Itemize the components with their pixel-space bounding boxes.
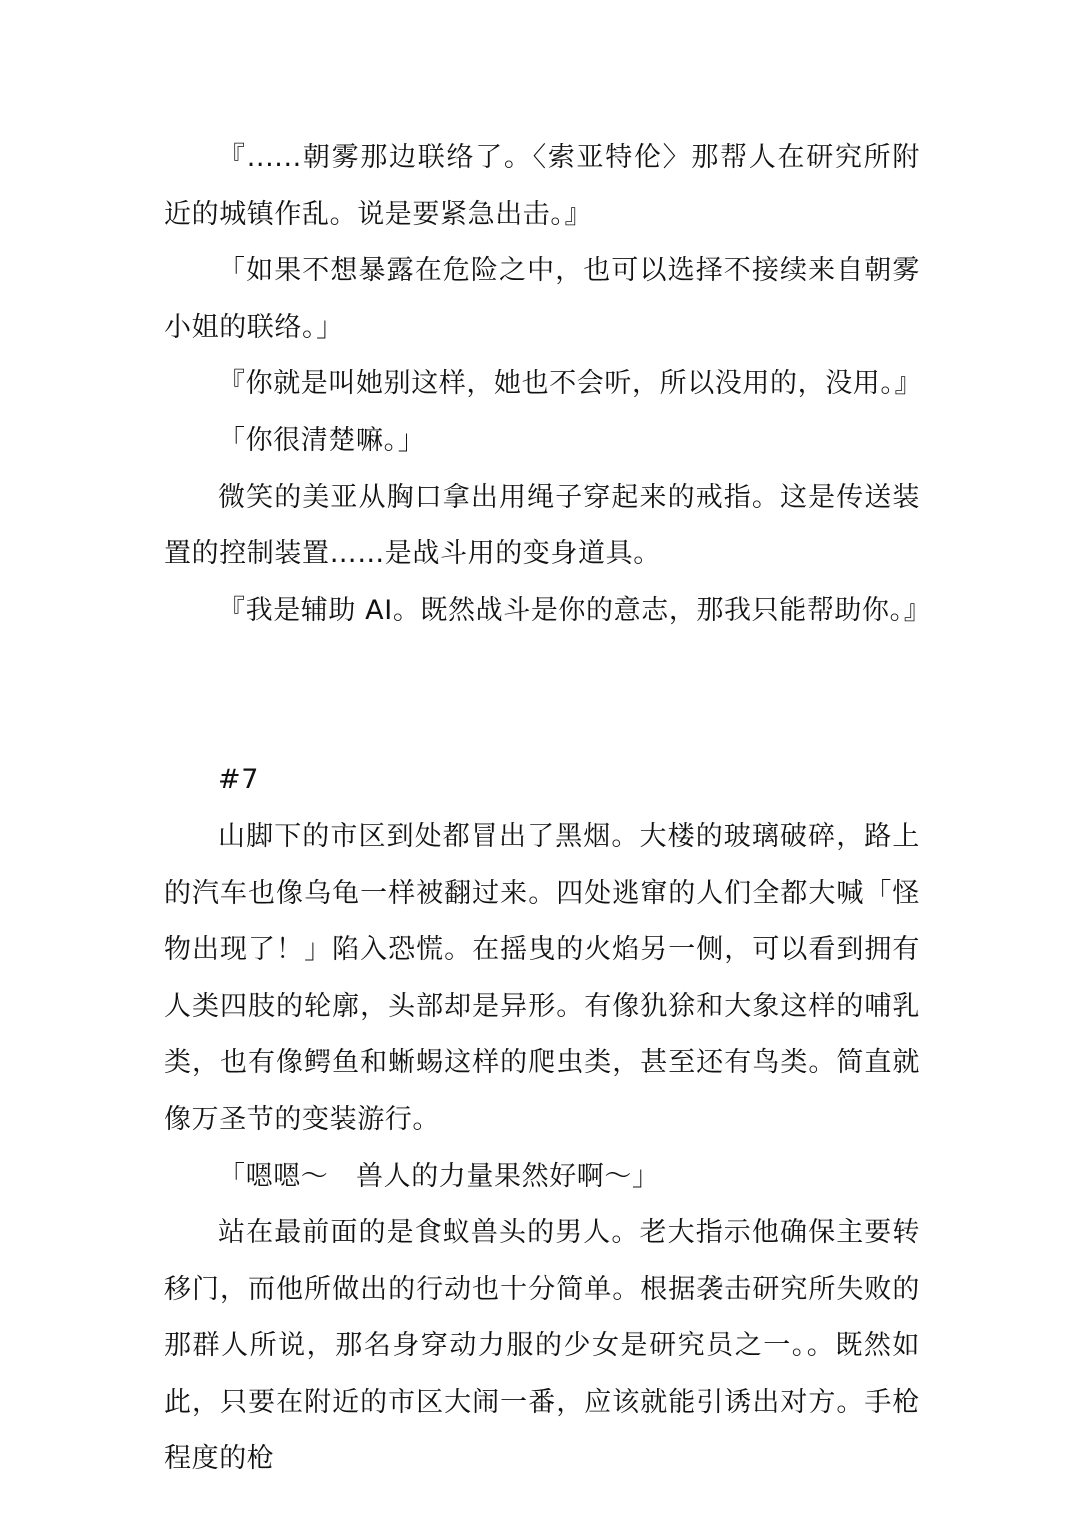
- section-break: [164, 639, 920, 752]
- paragraph: 『我是辅助 AI。既然战斗是你的意志，那我只能帮助你。』: [218, 594, 932, 626]
- paragraph: 站在最前面的是食蚁兽头的男人。老大指示他确保主要转移门，而他所做出的行动也十分简单。根据袭击研究所失败的那群人所说，那名身穿动力服的少女是研究员之一。。既然如此，只要在附近的市区大闹一番，应该就能引诱出对方。手枪程度的枪: [164, 1217, 920, 1475]
- paragraph: 微笑的美亚从胸口拿出用绳子穿起来的戒指。这是传送装置的控制装置……是战斗用的变身道具。: [164, 481, 920, 570]
- paragraph: 「你很清楚嘛。」: [218, 424, 426, 456]
- paragraph: 『......朝雾那边联络了。〈索亚特伦〉那帮人在研究所附近的城镇作乱。说是要紧急出击。』: [164, 142, 920, 230]
- paragraph: 「如果不想暴露在危险之中，也可以选择不接续来自朝雾小姐的联络。」: [164, 255, 920, 343]
- paragraph: 『你就是叫她别这样，她也不会听，所以没用的，没用。』: [218, 368, 923, 400]
- paragraph: 山脚下的市区到处都冒出了黑烟。大楼的玻璃破碎，路上的汽车也像乌龟一样被翻过来。四处逃窜的人们全都大喊「怪物出现了！」陷入恐慌。在摇曳的火焰另一侧，可以看到拥有人类四肢的轮廓，头部却是异形。有像犰狳和大象这样的哺乳类，也有像鳄鱼和蜥蜴这样的爬虫类，甚至还有鸟类。简直就像万圣节的变装游行。: [164, 820, 920, 1135]
- paragraph: 「嗯嗯～ 兽人的力量果然好啊～」: [218, 1160, 660, 1192]
- section-heading: #7: [218, 764, 260, 796]
- body-text: [164, 130, 932, 1488]
